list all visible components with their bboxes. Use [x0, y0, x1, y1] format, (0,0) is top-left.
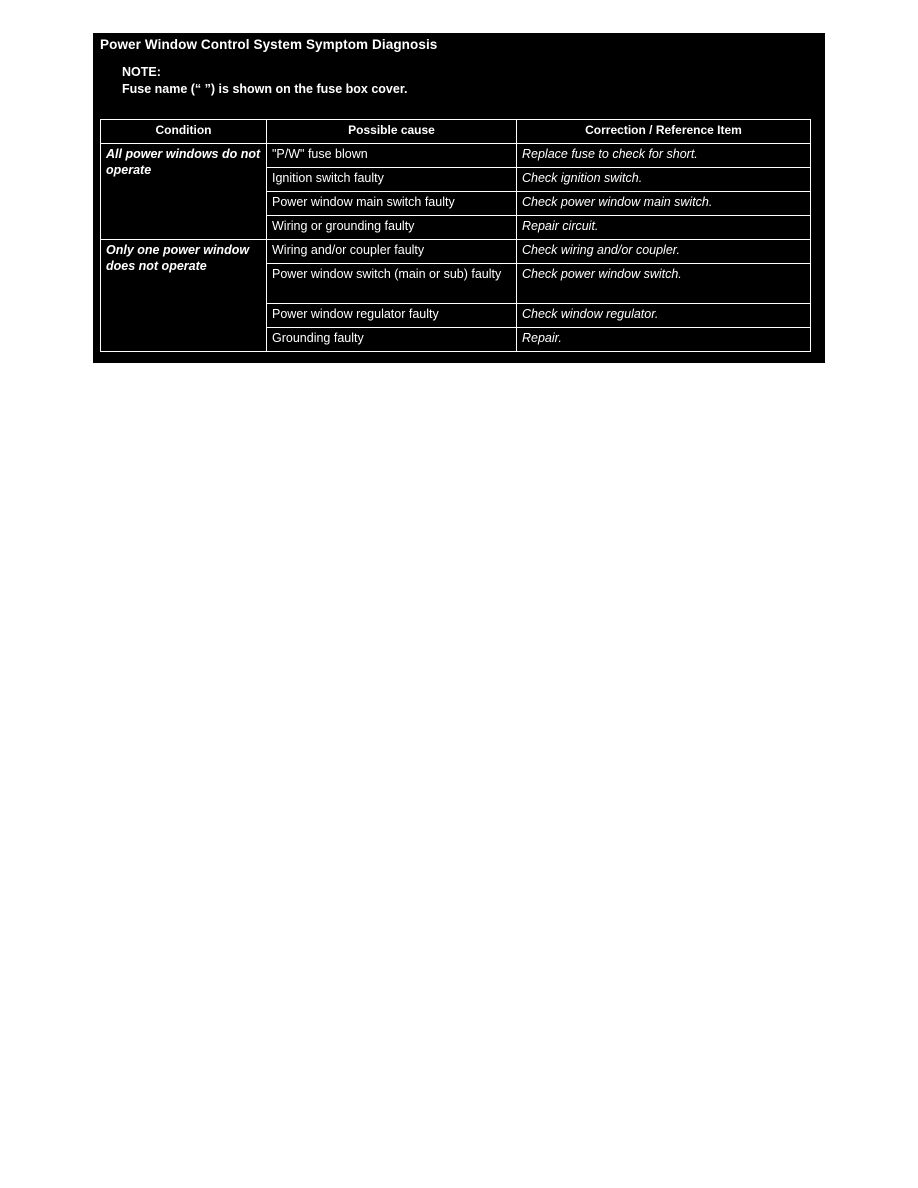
table-header-row — [101, 120, 811, 144]
cause-cell: Power window switch (main or sub) faulty — [267, 264, 517, 304]
header-condition: Condition — [101, 120, 267, 144]
symptom-diagnosis-table — [100, 119, 811, 352]
correction-cell: Check power window main switch. — [517, 192, 811, 216]
correction-cell: Repair circuit. — [517, 216, 811, 240]
note-text: Fuse name (“ ”) is shown on the fuse box cover. — [122, 82, 408, 96]
header-possible-cause: Possible cause — [267, 120, 517, 144]
note-label: NOTE: — [122, 65, 161, 79]
cause-cell: Wiring and/or coupler faulty — [267, 240, 517, 264]
correction-cell: Replace fuse to check for short. — [517, 144, 811, 168]
cause-cell: Grounding faulty — [267, 328, 517, 352]
header-correction: Correction / Reference Item — [517, 120, 811, 144]
correction-cell: Check wiring and/or coupler. — [517, 240, 811, 264]
page-title: Power Window Control System Symptom Diagnosis — [100, 37, 438, 52]
cause-cell: Ignition switch faulty — [267, 168, 517, 192]
correction-cell: Check ignition switch. — [517, 168, 811, 192]
table-row — [101, 144, 811, 168]
table-row — [101, 240, 811, 264]
cause-cell: Power window regulator faulty — [267, 304, 517, 328]
condition-cell: Only one power window does not operate — [101, 240, 267, 352]
correction-cell: Check window regulator. — [517, 304, 811, 328]
cause-cell: Wiring or grounding faulty — [267, 216, 517, 240]
correction-cell: Check power window switch. — [517, 264, 811, 304]
cause-cell: "P/W" fuse blown — [267, 144, 517, 168]
cause-cell: Power window main switch faulty — [267, 192, 517, 216]
correction-cell: Repair. — [517, 328, 811, 352]
condition-cell: All power windows do not operate — [101, 144, 267, 240]
diagnosis-panel — [93, 33, 825, 363]
